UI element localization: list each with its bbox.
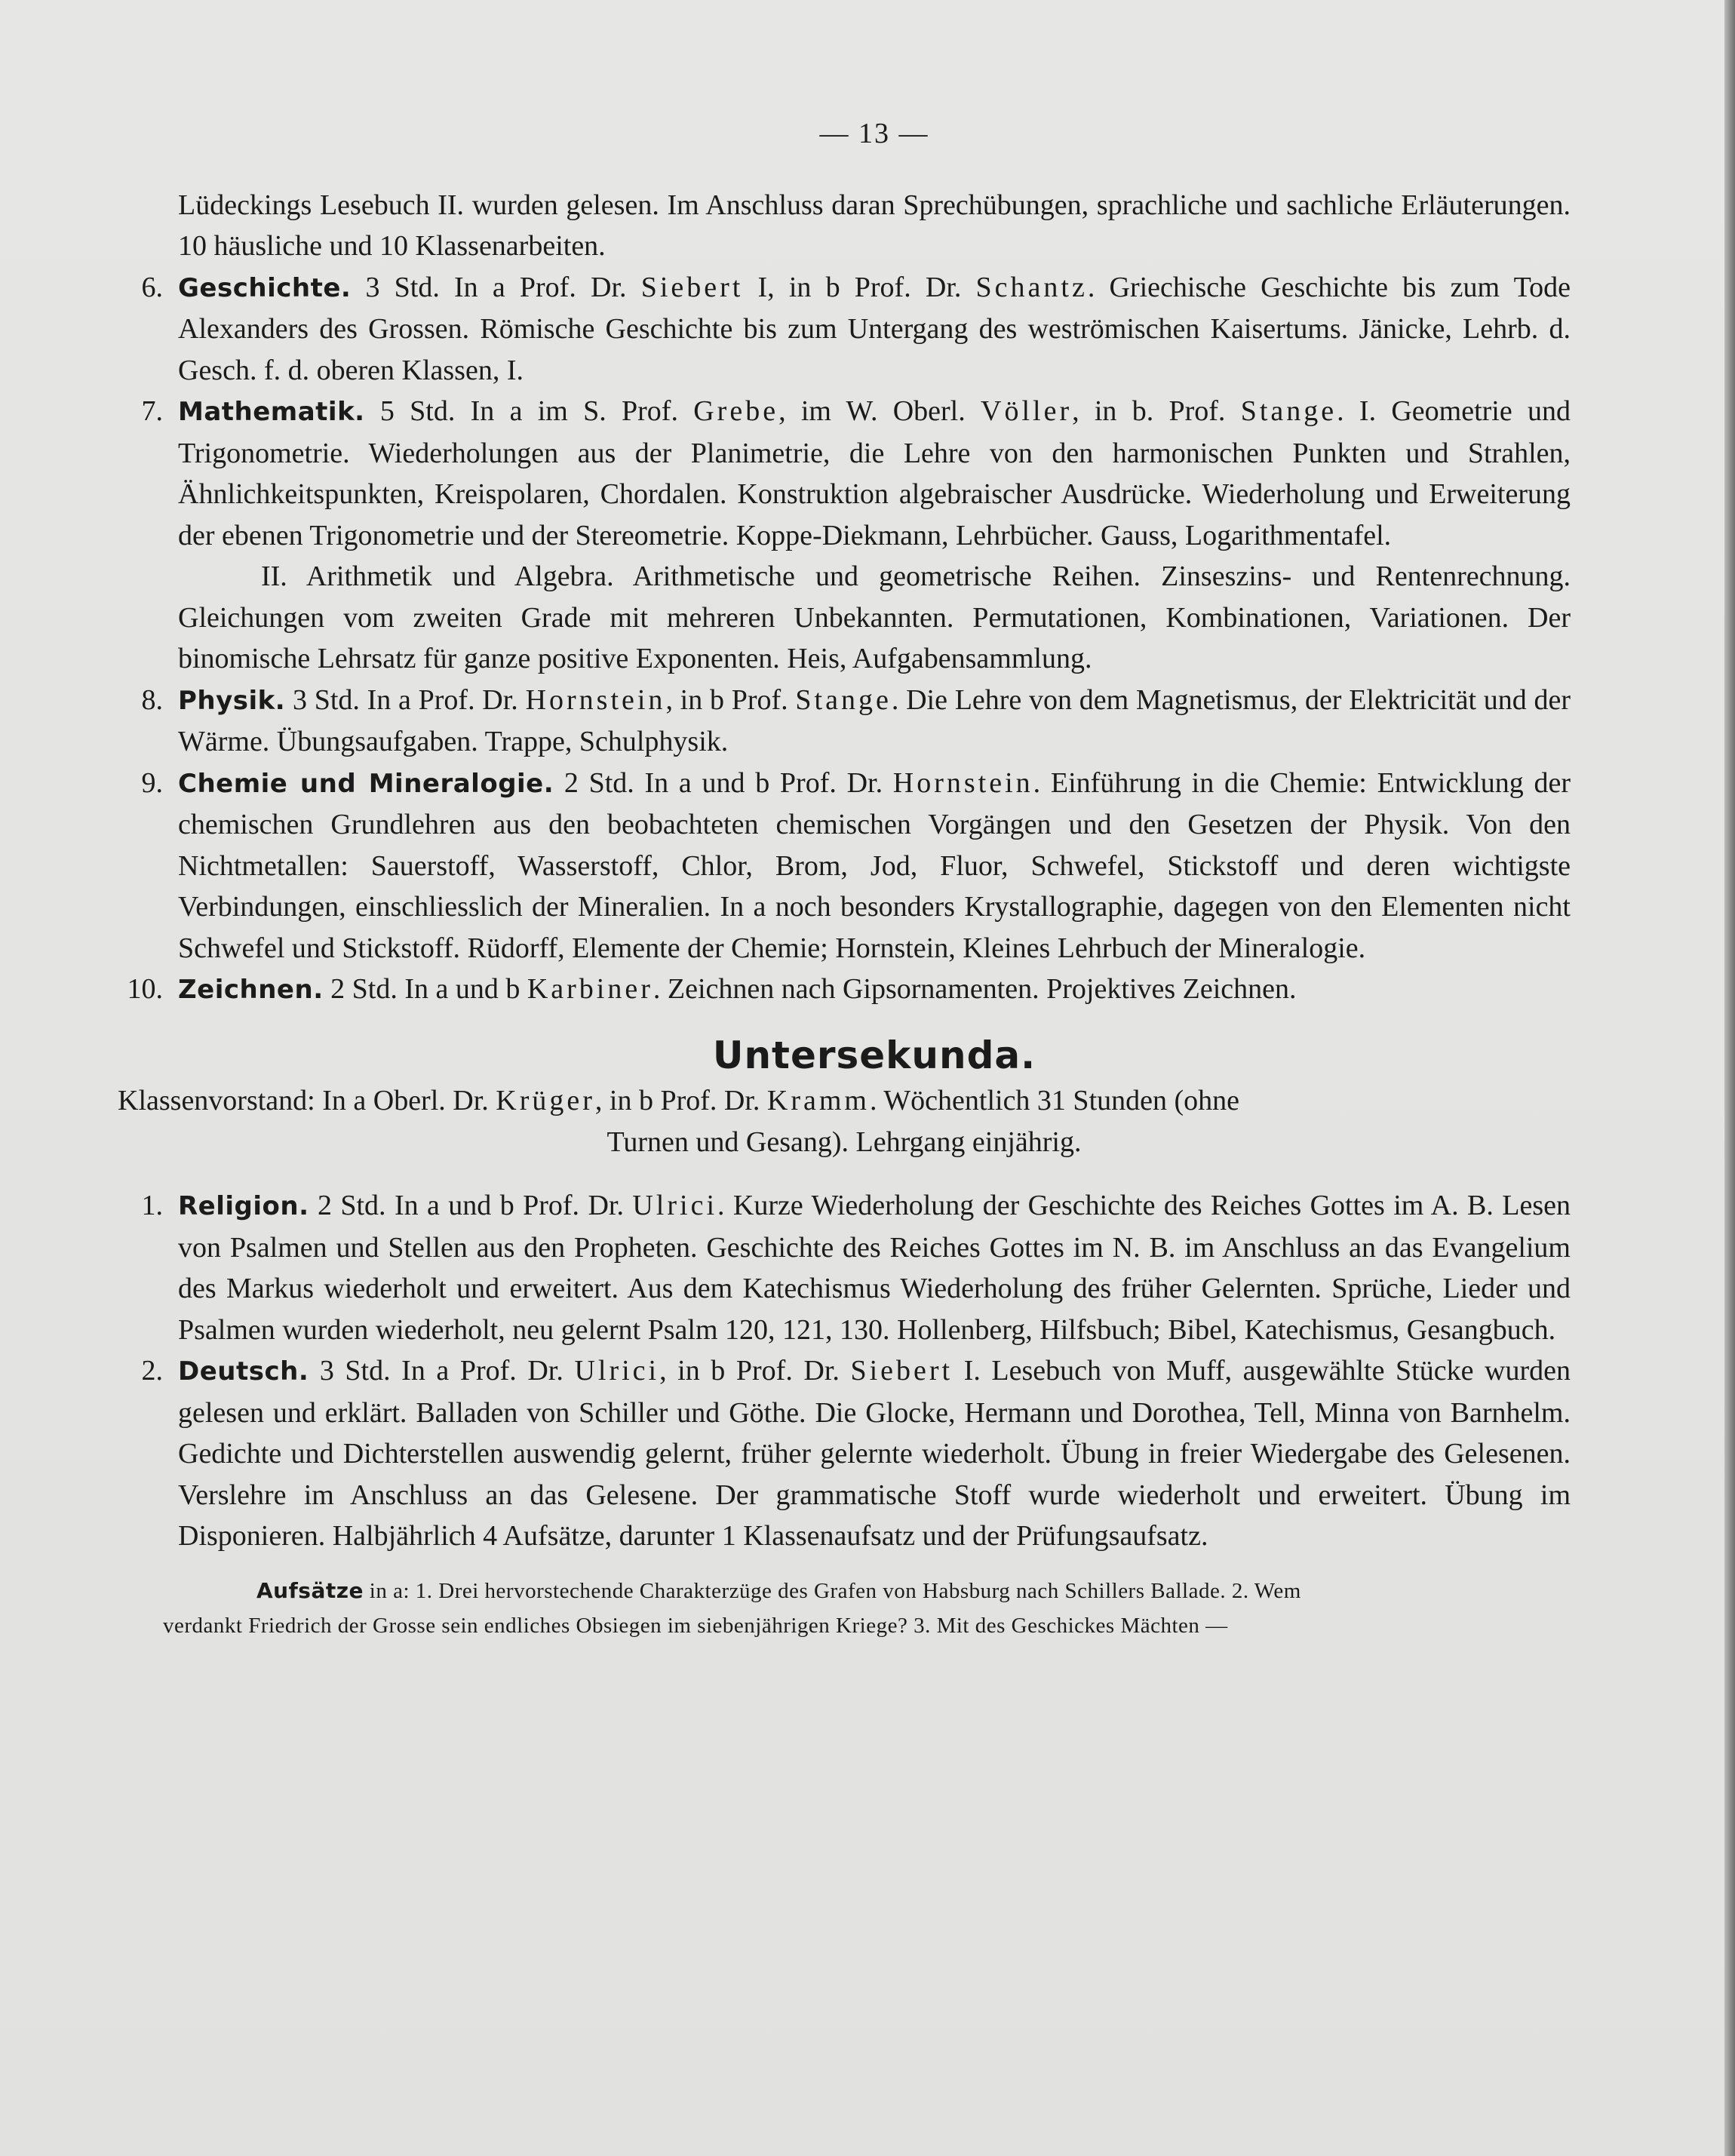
section-text: Deutsch. 3 Std. In a Prof. Dr. Ulrici, in b Prof. Dr. Siebert I. Lesebuch von Muff, ausgewählte Stücke wurden gelesen und erklärt. Balladen von Schiller und Göthe. Die Glocke, Hermann und Dorothea, Tell, Minna von Barnhelm. Gedichte und Dichterstellen auswendig gelernt, früher gelernte wiederholt. Übung in freier Wiedergabe des Gelesenen. Verslehre im Anschluss an das Gelesene. Der grammatische Stoff wurde wiederholt und erweitert. Übung im Disponieren. Halbjährlich 4 Aufsätze, darunter 1 Klassenaufsatz und der Prüfungsaufsatz. [178,1355,1571,1552]
section-text: Zeichnen. 2 Std. In a und b Karbiner. Zeichnen nach Gipsornamenten. Projektives Zeichnen. [178,973,1297,1005]
section-subparagraph: II. Arithmetik und Algebra. Arithmetische und geometrische Reihen. Zinseszins- und Rentenrechnung. Gleichungen vom zweiten Grade mit mehreren Unbekannten. Permutationen, Kombinationen, Variationen. Der binomische Lehrsatz für ganze positive Exponenten. Heis, Aufgabensammlung. [178,560,1571,674]
section-chemie [141,763,1571,969]
section-religion [141,1185,1571,1350]
section-text: Mathematik. 5 Std. In a im S. Prof. Grebe, im W. Oberl. Völler, in b. Prof. Stange. I. Geometrie und Trigonometrie. Wiederholungen aus der Planimetrie, die Lehre von den harmonischen Punkten und Strahlen, Ähnlichkeitspunkten, Kreispolaren, Chordalen. Konstruktion algebraischer Ausdrücke. Wiederholung und Erweiterung der ebenen Trigonometrie und der Stereometrie. Koppe-Diekmann, Lehrbücher. Gauss, Logarithmentafel. [178,395,1571,551]
section-number: 6. [141,271,163,303]
teacher-name: Stange [795,683,892,716]
section-number: 2. [141,1355,163,1387]
teacher-name: Völler [981,395,1073,427]
section-text: Geschichte. 3 Std. In a Prof. Dr. Siebert I, in b Prof. Dr. Schantz. Griechische Geschichte bis zum Tode Alexanders des Grossen. Römische Geschichte bis zum Untergang des weströmischen Kaisertums. Jänicke, Lehrb. d. Gesch. f. d. oberen Klassen, I. [178,271,1571,386]
teacher-name: Ulrici [632,1190,717,1221]
section-heading: Chemie und Mineralogie. [178,768,554,799]
klassenvorstand-line: Klassenvorstand: In a Oberl. Dr. Krüger, in b Prof. Dr. Kramm. Wöchentlich 31 Stunden (ohne [118,1085,1240,1116]
section-heading: Mathematik. [178,397,365,427]
section-text: Physik. 3 Std. In a Prof. Dr. Hornstein, in b Prof. Stange. Die Lehre von dem Magnetismus, der Elektricität und der Wärme. Übungsaufgaben. Trappe, Schulphysik. [178,683,1571,757]
section-number: 9. [141,766,163,799]
section-number: 7. [141,395,163,427]
footnote [163,1574,1571,1643]
section-text: Chemie und Mineralogie. 2 Std. In a und b Prof. Dr. Hornstein. Einführung in die Chemie: Entwicklung der chemischen Grundlehren aus den beobachteten chemischen Vorgängen und den Gesetzen der Physik. Von den Nichtmetallen: Sauerstoff, Wasserstoff, Chlor, Brom, Jod, Fluor, Schwefel, Stickstoff und deren wichtigste Verbindungen, einschliesslich der Mineralien. In a noch besonders Krystallographie, dagegen von den Elementen nicht Schwefel und Stickstoff. Rüdorff, Elemente der Chemie; Hornstein, Kleines Lehrbuch der Mineralogie. [178,766,1571,964]
section-heading: Deutsch. [178,1356,309,1387]
teacher-name: Stange [1240,395,1337,427]
footnote-line: Aufsätze in a: 1. Drei hervorstechende Charakterzüge des Grafen von Habsburg nach Schillers Ballade. 2. Wem [256,1577,1301,1603]
teacher-name: Hornstein [892,766,1033,799]
section-zeichnen [127,969,1571,1011]
page-content [118,113,1571,1643]
teacher-name: Krüger [496,1085,595,1116]
section-deutsch [141,1350,1571,1557]
footnote-heading: Aufsätze [256,1577,364,1603]
section-mathematik [141,391,1571,680]
section-number: 8. [141,683,163,716]
klassenvorstand-line-2: Turnen und Gesang). Lehrgang einjährig. [606,1126,1082,1158]
teacher-name: Hornstein [525,683,666,716]
intro-paragraph: Lüdeckings Lesebuch II. wurden gelesen. Im Anschluss daran Sprechübungen, sprachliche und sachliche Erläuterungen. 10 häusliche und 10 Klassenarbeiten. [178,189,1571,262]
section-number: 1. [141,1190,163,1221]
teacher-name: Ulrici [574,1355,660,1387]
section-heading: Physik. [178,685,286,716]
teacher-name: Kramm [766,1085,870,1116]
class-title: Untersekunda. [712,1033,1036,1077]
teacher-name: Siebert [640,271,744,303]
section-heading: Religion. [178,1191,309,1221]
teacher-name: Grebe [693,395,779,427]
section-heading: Zeichnen. [178,975,324,1005]
page-number: — 13 — [819,118,929,149]
section-physik [141,680,1571,763]
teacher-name: Siebert [850,1355,953,1387]
section-geschichte [141,267,1571,392]
teacher-name: Karbiner [527,973,653,1005]
section-text: Religion. 2 Std. In a und b Prof. Dr. Ulrici. Kurze Wiederholung der Geschichte des Reiches Gottes im A. B. Lesen von Psalmen und Stellen aus den Propheten. Geschichte des Reiches Gottes im N. B. im Anschluss an das Evangelium des Markus wiederholt und erweitert. Aus dem Katechismus Wiederholung des früher Gelernten. Sprüche, Lieder und Psalmen wurden wiederholt, neu gelernt Psalm 120, 121, 130. Hollenberg, Hilfsbuch; Bibel, Katechismus, Gesangbuch. [178,1190,1571,1346]
section-heading: Geschichte. [178,272,352,303]
page-edge-shadow [1724,0,1735,2156]
section-number: 10. [127,973,163,1005]
footnote-line: verdankt Friedrich der Grosse sein endliches Obsiegen im siebenjährigen Kriege? 3. Mit des Geschickes Mächten — [163,1613,1228,1638]
teacher-name: Schantz [975,271,1088,303]
